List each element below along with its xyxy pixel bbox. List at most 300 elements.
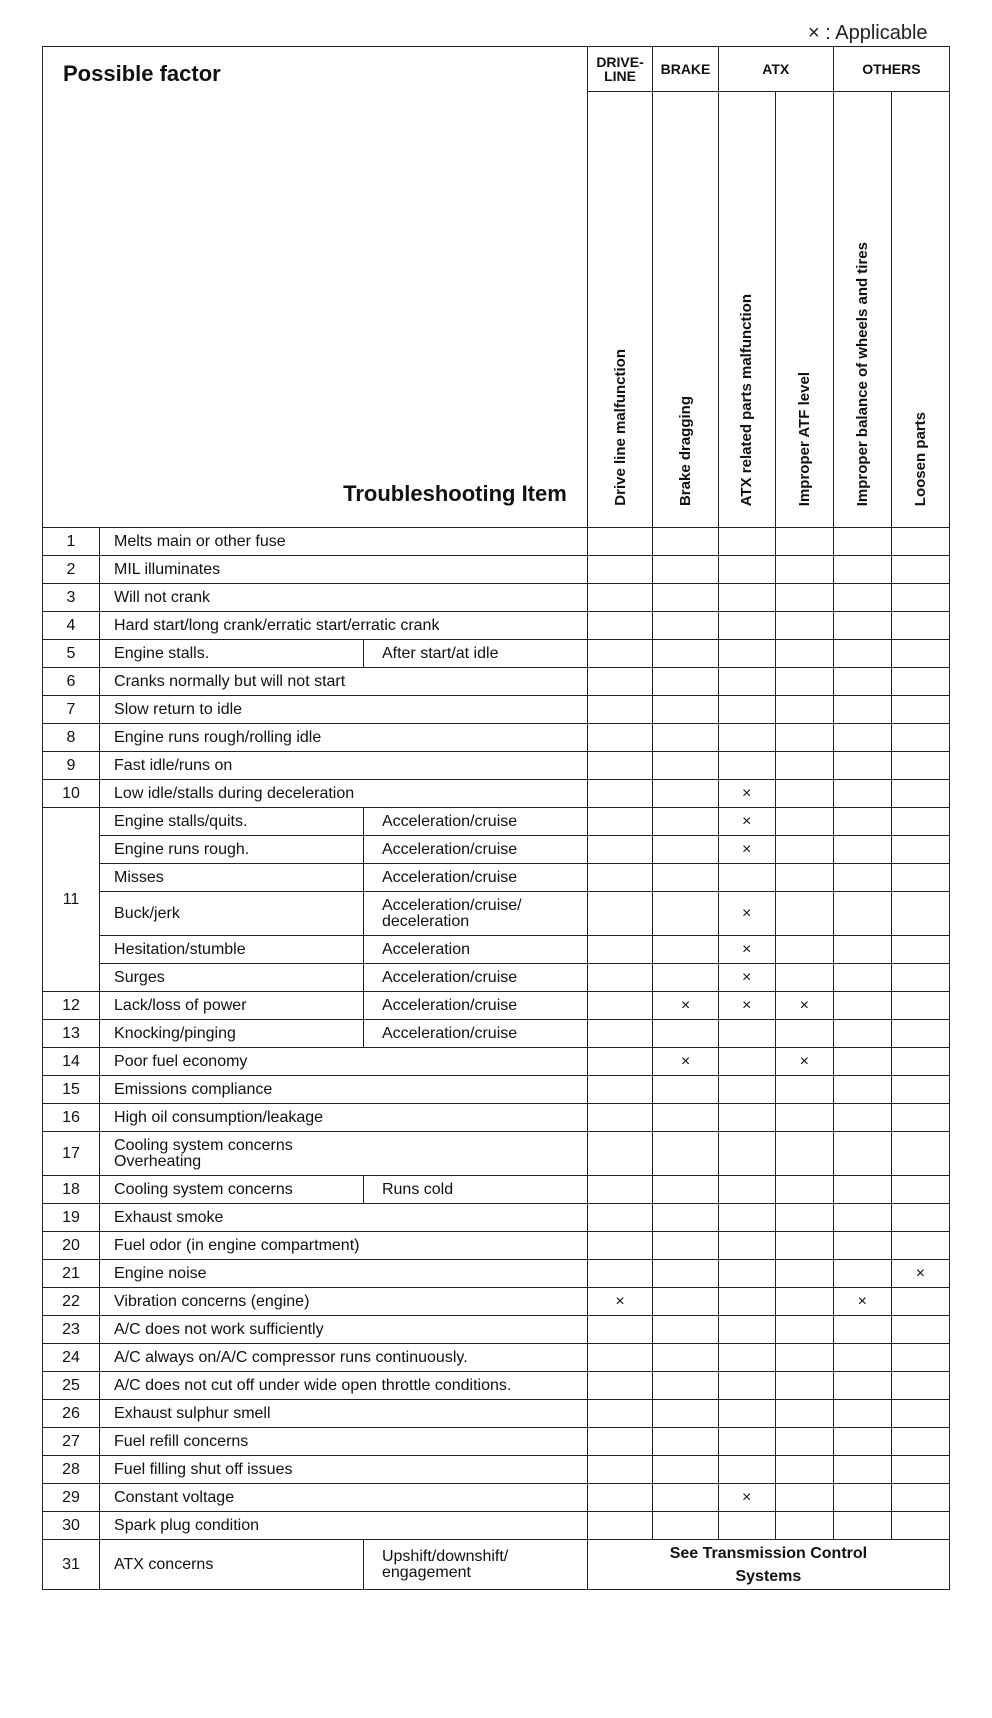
condition-cell: Acceleration [363, 936, 587, 964]
empty-cell [653, 1132, 718, 1176]
empty-cell [718, 1512, 775, 1540]
empty-cell [891, 640, 949, 668]
empty-cell [775, 964, 833, 992]
empty-cell [653, 1232, 718, 1260]
item-cell: Hesitation/stumble [100, 936, 364, 964]
row-number: 3 [43, 584, 100, 612]
empty-cell [833, 892, 891, 936]
empty-cell [718, 1232, 775, 1260]
empty-cell [587, 780, 652, 808]
empty-cell [775, 1456, 833, 1484]
empty-cell [833, 964, 891, 992]
table-row [43, 892, 950, 936]
applicable-mark: × [718, 1484, 775, 1512]
empty-cell [587, 556, 652, 584]
header-corner [43, 47, 588, 528]
empty-cell [653, 892, 718, 936]
empty-cell [587, 1232, 652, 1260]
row-number: 24 [43, 1344, 100, 1372]
empty-cell [718, 752, 775, 780]
row-number: 8 [43, 724, 100, 752]
empty-cell [587, 584, 652, 612]
empty-cell [891, 584, 949, 612]
empty-cell [587, 668, 652, 696]
table-row [43, 1048, 950, 1076]
table-row [43, 1076, 950, 1104]
empty-cell [833, 1176, 891, 1204]
empty-cell [587, 612, 652, 640]
empty-cell [891, 724, 949, 752]
group-brake: BRAKE [653, 47, 718, 92]
table-row [43, 1428, 950, 1456]
empty-cell [891, 1456, 949, 1484]
empty-cell [891, 1400, 949, 1428]
row-number: 29 [43, 1484, 100, 1512]
empty-cell [718, 1316, 775, 1344]
empty-cell [775, 556, 833, 584]
row-number: 14 [43, 1048, 100, 1076]
empty-cell [718, 1020, 775, 1048]
empty-cell [587, 1260, 652, 1288]
empty-cell [653, 780, 718, 808]
condition-cell: Acceleration/cruise [363, 864, 587, 892]
empty-cell [833, 1372, 891, 1400]
applicable-mark: × [718, 836, 775, 864]
empty-cell [718, 1260, 775, 1288]
empty-cell [587, 808, 652, 836]
item-cell: ATX concerns [100, 1540, 364, 1590]
empty-cell [718, 1048, 775, 1076]
table-row [43, 1232, 950, 1260]
empty-cell [833, 1260, 891, 1288]
table-row [43, 864, 950, 892]
item-cell: Engine stalls. [100, 640, 364, 668]
empty-cell [718, 1104, 775, 1132]
empty-cell [587, 696, 652, 724]
item-cell: Will not crank [100, 584, 588, 612]
row-number: 7 [43, 696, 100, 724]
empty-cell [718, 1344, 775, 1372]
empty-cell [653, 808, 718, 836]
empty-cell [891, 780, 949, 808]
empty-cell [718, 1400, 775, 1428]
item-cell: Cooling system concerns [100, 1176, 364, 1204]
empty-cell [891, 1176, 949, 1204]
empty-cell [891, 1020, 949, 1048]
condition-cell: Acceleration/cruise [363, 992, 587, 1020]
item-cell: Vibration concerns (engine) [100, 1288, 588, 1316]
condition-cell: Acceleration/cruise [363, 964, 587, 992]
col-brake-dragging: Brake dragging [653, 92, 718, 528]
empty-cell [587, 640, 652, 668]
empty-cell [775, 1400, 833, 1428]
empty-cell [653, 836, 718, 864]
table-row [43, 964, 950, 992]
empty-cell [775, 1288, 833, 1316]
empty-cell [587, 1176, 652, 1204]
empty-cell [587, 836, 652, 864]
table-row [43, 696, 950, 724]
item-cell: Cranks normally but will not start [100, 668, 588, 696]
empty-cell [587, 992, 652, 1020]
row-number: 27 [43, 1428, 100, 1456]
empty-cell [587, 1400, 652, 1428]
item-cell: High oil consumption/leakage [100, 1104, 588, 1132]
empty-cell [833, 1232, 891, 1260]
row-number: 17 [43, 1132, 100, 1176]
empty-cell [891, 556, 949, 584]
row-number: 4 [43, 612, 100, 640]
table-row [43, 1204, 950, 1232]
table-row [43, 724, 950, 752]
item-cell: Lack/loss of power [100, 992, 364, 1020]
see-transmission-note: See Transmission Control Systems [587, 1540, 949, 1590]
col-loosen-parts: Loosen parts [891, 92, 949, 528]
applicable-mark: × [718, 964, 775, 992]
table-row [43, 992, 950, 1020]
item-cell: Low idle/stalls during deceleration [100, 780, 588, 808]
empty-cell [833, 808, 891, 836]
empty-cell [653, 1176, 718, 1204]
empty-cell [775, 612, 833, 640]
row-number: 18 [43, 1176, 100, 1204]
table-row [43, 1484, 950, 1512]
item-cell: MIL illuminates [100, 556, 588, 584]
empty-cell [775, 1260, 833, 1288]
table-row [43, 1176, 950, 1204]
table-row [43, 808, 950, 836]
empty-cell [775, 1020, 833, 1048]
empty-cell [653, 1400, 718, 1428]
empty-cell [718, 556, 775, 584]
empty-cell [718, 1372, 775, 1400]
empty-cell [891, 1316, 949, 1344]
table-row [43, 1400, 950, 1428]
empty-cell [587, 1020, 652, 1048]
item-cell: Fuel filling shut off issues [100, 1456, 588, 1484]
table-row [43, 836, 950, 864]
empty-cell [718, 864, 775, 892]
row-number: 20 [43, 1232, 100, 1260]
empty-cell [587, 528, 652, 556]
empty-cell [587, 936, 652, 964]
table-row [43, 1020, 950, 1048]
empty-cell [653, 696, 718, 724]
empty-cell [891, 668, 949, 696]
row-number: 10 [43, 780, 100, 808]
applicable-mark: × [718, 992, 775, 1020]
empty-cell [653, 640, 718, 668]
empty-cell [833, 1428, 891, 1456]
empty-cell [775, 1484, 833, 1512]
empty-cell [833, 556, 891, 584]
item-cell: Cooling system concerns Overheating [100, 1132, 588, 1176]
empty-cell [587, 1048, 652, 1076]
item-cell: Engine runs rough. [100, 836, 364, 864]
row-number: 16 [43, 1104, 100, 1132]
empty-cell [775, 528, 833, 556]
applicable-mark: × [891, 1260, 949, 1288]
empty-cell [587, 1344, 652, 1372]
empty-cell [653, 1288, 718, 1316]
empty-cell [775, 836, 833, 864]
empty-cell [653, 1316, 718, 1344]
empty-cell [653, 1104, 718, 1132]
possible-factor-label: Possible factor [63, 61, 221, 86]
empty-cell [587, 1132, 652, 1176]
empty-cell [775, 1428, 833, 1456]
empty-cell [653, 1372, 718, 1400]
table-row [43, 668, 950, 696]
empty-cell [833, 612, 891, 640]
empty-cell [587, 752, 652, 780]
empty-cell [775, 584, 833, 612]
empty-cell [833, 780, 891, 808]
empty-cell [587, 1204, 652, 1232]
empty-cell [653, 528, 718, 556]
empty-cell [833, 724, 891, 752]
empty-cell [775, 668, 833, 696]
empty-cell [653, 964, 718, 992]
empty-cell [775, 1316, 833, 1344]
empty-cell [891, 1512, 949, 1540]
empty-cell [775, 1176, 833, 1204]
item-cell: Poor fuel economy [100, 1048, 588, 1076]
empty-cell [587, 1076, 652, 1104]
table-row [43, 612, 950, 640]
item-cell: Hard start/long crank/erratic start/erratic crank [100, 612, 588, 640]
applicable-mark: × [718, 892, 775, 936]
empty-cell [653, 1020, 718, 1048]
empty-cell [891, 992, 949, 1020]
applicable-mark: × [587, 1288, 652, 1316]
item-cell: Engine runs rough/rolling idle [100, 724, 588, 752]
row-number: 15 [43, 1076, 100, 1104]
row-number: 25 [43, 1372, 100, 1400]
empty-cell [833, 1132, 891, 1176]
empty-cell [718, 1132, 775, 1176]
empty-cell [833, 752, 891, 780]
item-cell: A/C does not cut off under wide open throttle conditions. [100, 1372, 588, 1400]
empty-cell [833, 668, 891, 696]
applicable-mark: × [775, 1048, 833, 1076]
condition-cell: Acceleration/cruise [363, 836, 587, 864]
item-cell: Buck/jerk [100, 892, 364, 936]
row-number: 9 [43, 752, 100, 780]
empty-cell [653, 864, 718, 892]
empty-cell [587, 892, 652, 936]
empty-cell [653, 724, 718, 752]
empty-cell [891, 1232, 949, 1260]
item-cell: Exhaust smoke [100, 1204, 588, 1232]
table-row [43, 780, 950, 808]
row-number: 19 [43, 1204, 100, 1232]
empty-cell [775, 1372, 833, 1400]
empty-cell [653, 668, 718, 696]
empty-cell [833, 1020, 891, 1048]
empty-cell [587, 1512, 652, 1540]
empty-cell [718, 724, 775, 752]
condition-cell: Acceleration/cruise/ deceleration [363, 892, 587, 936]
empty-cell [891, 1372, 949, 1400]
empty-cell [718, 1288, 775, 1316]
applicable-mark: × [718, 780, 775, 808]
troubleshooting-table [42, 46, 950, 1590]
empty-cell [891, 1132, 949, 1176]
table-row [43, 1316, 950, 1344]
row-number: 12 [43, 992, 100, 1020]
empty-cell [653, 612, 718, 640]
item-cell: Fuel refill concerns [100, 1428, 588, 1456]
empty-cell [891, 864, 949, 892]
applicable-mark: × [653, 992, 718, 1020]
table-row [43, 1260, 950, 1288]
row-number: 6 [43, 668, 100, 696]
empty-cell [718, 584, 775, 612]
empty-cell [587, 1372, 652, 1400]
empty-cell [775, 696, 833, 724]
empty-cell [891, 892, 949, 936]
col-improper-atf-level: Improper ATF level [775, 92, 833, 528]
empty-cell [718, 1456, 775, 1484]
empty-cell [891, 1104, 949, 1132]
empty-cell [587, 1428, 652, 1456]
empty-cell [775, 1344, 833, 1372]
empty-cell [833, 864, 891, 892]
item-cell: Constant voltage [100, 1484, 588, 1512]
table-row [43, 1132, 950, 1176]
item-cell: Fast idle/runs on [100, 752, 588, 780]
empty-cell [891, 752, 949, 780]
row-number: 26 [43, 1400, 100, 1428]
empty-cell [587, 864, 652, 892]
row-number: 22 [43, 1288, 100, 1316]
troubleshooting-item-label: Troubleshooting Item [343, 481, 567, 506]
empty-cell [891, 936, 949, 964]
group-atx: ATX [718, 47, 833, 92]
applicable-mark: × [653, 1048, 718, 1076]
empty-cell [718, 640, 775, 668]
empty-cell [833, 1484, 891, 1512]
condition-cell: Runs cold [363, 1176, 587, 1204]
empty-cell [833, 1076, 891, 1104]
empty-cell [833, 528, 891, 556]
empty-cell [891, 808, 949, 836]
row-number: 11 [43, 808, 100, 992]
empty-cell [587, 1484, 652, 1512]
item-cell: Melts main or other fuse [100, 528, 588, 556]
empty-cell [718, 1204, 775, 1232]
empty-cell [718, 612, 775, 640]
applicable-mark: × [775, 992, 833, 1020]
empty-cell [833, 584, 891, 612]
table-row [43, 528, 950, 556]
empty-cell [653, 1512, 718, 1540]
item-cell: Knocking/pinging [100, 1020, 364, 1048]
empty-cell [718, 668, 775, 696]
empty-cell [891, 1344, 949, 1372]
empty-cell [653, 1344, 718, 1372]
table-row [43, 1344, 950, 1372]
empty-cell [587, 724, 652, 752]
empty-cell [718, 1428, 775, 1456]
empty-cell [833, 836, 891, 864]
empty-cell [775, 752, 833, 780]
empty-cell [833, 1204, 891, 1232]
group-driveline: DRIVE- LINE [587, 47, 652, 92]
applicable-legend: × : Applicable [808, 22, 928, 44]
empty-cell [833, 1344, 891, 1372]
item-cell: Engine noise [100, 1260, 588, 1288]
empty-cell [891, 836, 949, 864]
item-cell: A/C always on/A/C compressor runs continuously. [100, 1344, 588, 1372]
empty-cell [775, 808, 833, 836]
empty-cell [891, 528, 949, 556]
condition-cell: Acceleration/cruise [363, 808, 587, 836]
item-cell: Exhaust sulphur smell [100, 1400, 588, 1428]
empty-cell [833, 640, 891, 668]
empty-cell [891, 1288, 949, 1316]
empty-cell [833, 936, 891, 964]
empty-cell [775, 780, 833, 808]
row-number: 13 [43, 1020, 100, 1048]
empty-cell [833, 1048, 891, 1076]
table-row [43, 556, 950, 584]
empty-cell [653, 1076, 718, 1104]
table-row [43, 584, 950, 612]
empty-cell [833, 1316, 891, 1344]
table-row [43, 1104, 950, 1132]
col-drive-line-malfunction: Drive line malfunction [587, 92, 652, 528]
table-row [43, 1540, 950, 1590]
empty-cell [775, 1512, 833, 1540]
row-number: 5 [43, 640, 100, 668]
row-number: 28 [43, 1456, 100, 1484]
table-row [43, 1456, 950, 1484]
empty-cell [775, 936, 833, 964]
item-cell: Misses [100, 864, 364, 892]
condition-cell: After start/at idle [363, 640, 587, 668]
row-number: 21 [43, 1260, 100, 1288]
empty-cell [653, 1484, 718, 1512]
table-row [43, 936, 950, 964]
item-cell: Engine stalls/quits. [100, 808, 364, 836]
empty-cell [587, 1456, 652, 1484]
col-improper-balance-wheels: Improper balance of wheels and tires [833, 92, 891, 528]
empty-cell [587, 964, 652, 992]
empty-cell [653, 1260, 718, 1288]
item-cell: Spark plug condition [100, 1512, 588, 1540]
empty-cell [891, 612, 949, 640]
applicable-mark: × [718, 808, 775, 836]
empty-cell [891, 1428, 949, 1456]
empty-cell [653, 584, 718, 612]
item-cell: Slow return to idle [100, 696, 588, 724]
empty-cell [775, 1076, 833, 1104]
empty-cell [833, 1456, 891, 1484]
table-row [43, 640, 950, 668]
table-row [43, 1512, 950, 1540]
row-number: 1 [43, 528, 100, 556]
empty-cell [833, 992, 891, 1020]
row-number: 2 [43, 556, 100, 584]
applicable-mark: × [833, 1288, 891, 1316]
empty-cell [775, 640, 833, 668]
item-cell: A/C does not work sufficiently [100, 1316, 588, 1344]
item-cell: Fuel odor (in engine compartment) [100, 1232, 588, 1260]
row-number: 30 [43, 1512, 100, 1540]
empty-cell [653, 752, 718, 780]
